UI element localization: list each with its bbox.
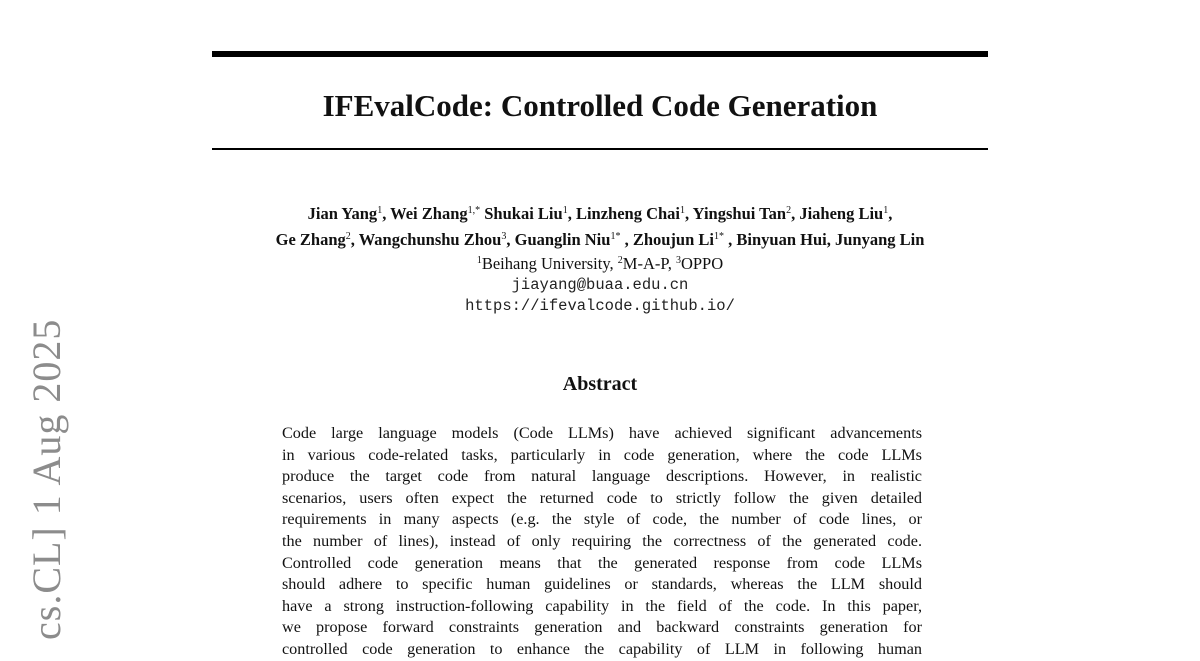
- affiliation-marker: 2: [786, 205, 792, 216]
- affiliation-marker: 1,*: [467, 205, 481, 216]
- affiliation-marker: 2: [345, 231, 351, 242]
- abstract-line: we propose forward constraints generation and backward constraints generation for: [282, 618, 922, 637]
- author-separator: ,: [826, 230, 835, 249]
- affiliation-name: Beihang University: [481, 254, 610, 273]
- author-separator: ,: [724, 230, 737, 249]
- paper-title: IFEvalCode: Controlled Code Generation: [322, 88, 878, 123]
- author-name: Shukai Liu: [484, 204, 563, 223]
- abstract-heading: Abstract: [562, 373, 638, 395]
- abstract-line: scenarios, users often expect the returned code to strictly follow the given detailed: [282, 488, 922, 507]
- affiliation-marker: 1*: [610, 231, 621, 242]
- author-name: Yingshui Tan: [692, 204, 787, 223]
- abstract-line: the number of lines), instead of only requiring the correctness of the generated code.: [282, 531, 922, 550]
- author-separator: ,: [620, 230, 633, 249]
- affiliation-marker: 1: [883, 205, 889, 216]
- author-separator: ,: [506, 230, 515, 249]
- affiliation-name: M-A-P: [622, 254, 668, 273]
- project-url: https://ifevalcode.github.io/: [465, 297, 735, 315]
- author-separator: ,: [685, 204, 693, 223]
- affiliation-separator: ,: [609, 254, 618, 273]
- affiliation-separator: ,: [667, 254, 676, 273]
- abstract-line: produce the target code from natural language descriptions. However, in realistic: [282, 467, 922, 486]
- author-name: Zhoujun Li: [632, 230, 714, 249]
- abstract-line: controlled code generation to enhance the capability of LLM in following human: [282, 639, 922, 658]
- abstract-line: Controlled code generation means that the generated response from code LLMs: [282, 553, 922, 572]
- arxiv-stamp: cs.CL] 1 Aug 2025: [24, 318, 69, 640]
- author-name: Jian Yang: [307, 204, 378, 223]
- author-separator: ,: [382, 204, 391, 223]
- author-list: [200, 201, 1000, 253]
- affiliation-marker: 3: [675, 255, 681, 266]
- title-rule-bottom: [212, 148, 988, 150]
- author-line-1: [200, 201, 1000, 227]
- author-separator: ,: [888, 204, 893, 223]
- affiliation-name: OPPO: [680, 254, 724, 273]
- author-name: Wei Zhang: [390, 204, 468, 223]
- author-name: Junyang Lin: [834, 230, 925, 249]
- author-name: Wangchunshu Zhou: [358, 230, 502, 249]
- author-name: Linzheng Chai: [575, 204, 681, 223]
- author-name: Binyuan Hui: [736, 230, 827, 249]
- abstract-body: [282, 423, 922, 661]
- abstract-line: Code large language models (Code LLMs) have achieved significant advancements: [282, 424, 922, 442]
- author-line-2: [200, 227, 1000, 253]
- affiliation-marker: 1: [476, 255, 482, 266]
- abstract-line: requirements in many aspects (e.g. the style of code, the number of code lines, or: [282, 510, 922, 529]
- author-name: Guanglin Niu: [514, 230, 611, 249]
- abstract-line: have a strong instruction-following capability in the field of the code. In this paper,: [282, 596, 922, 615]
- affiliation-marker: 1: [377, 205, 383, 216]
- affiliation-marker: 1*: [714, 231, 724, 242]
- author-separator: ,: [350, 230, 359, 249]
- author-name: Jiaheng Liu: [799, 204, 884, 223]
- affiliation-marker: 1: [562, 205, 568, 216]
- abstract-line: should adhere to specific human guidelines or standards, whereas the LLM should: [282, 575, 922, 594]
- abstract-line: in various code-related tasks, particularly in code generation, where the code LLMs: [282, 445, 922, 464]
- author-name: Ge Zhang: [275, 230, 346, 249]
- affiliation-marker: 3: [501, 231, 507, 242]
- affiliations: [200, 253, 1000, 275]
- title-rule-top: [212, 51, 988, 57]
- author-separator: ,: [567, 204, 576, 223]
- author-separator: ,: [791, 204, 800, 223]
- email-address: jiayang@buaa.edu.cn: [511, 276, 689, 294]
- affiliation-marker: 1: [680, 205, 686, 216]
- affiliation-marker: 2: [617, 255, 623, 266]
